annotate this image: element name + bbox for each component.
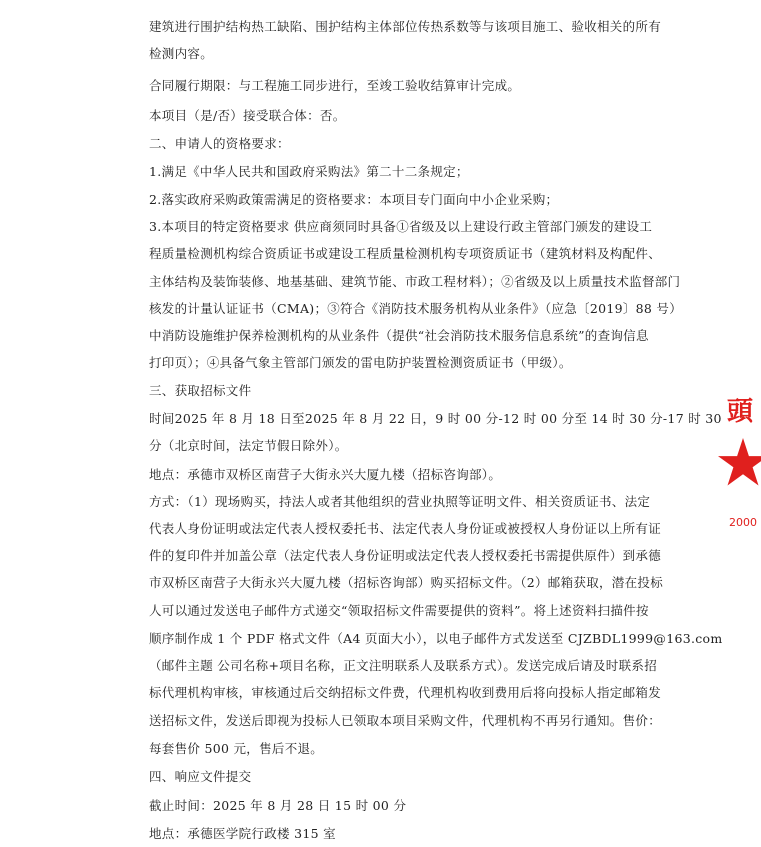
text-line: 本项目（是/否）接受联合体：否。 xyxy=(149,108,346,123)
text-line: 代表人身份证明或法定代表人授权委托书、法定代表人身份证或被授权人身份证以上所有证 xyxy=(149,521,662,536)
text-line: 1.满足《中华人民共和国政府采购法》第二十二条规定； xyxy=(149,164,469,179)
stamp-digits: 2000 xyxy=(729,516,757,529)
text-line: 市双桥区南营子大街永兴大厦九楼（招标咨询部）购买招标文件。（2）邮箱获取，潜在投标 xyxy=(149,575,664,590)
text-line: 分（北京时间，法定节假日除外）。 xyxy=(149,438,348,453)
text-line: 检测内容。 xyxy=(149,46,214,61)
text-line: 中消防设施维护保养检测机构的从业条件（提供“社会消防技术服务信息系统”的查询信息 xyxy=(149,328,649,343)
text-line: 打印页）；④具备气象主管部门颁发的雷电防护装置检测资质证书（甲级）。 xyxy=(149,355,572,370)
text-line: 人可以通过发送电子邮件方式递交“领取招标文件需要提供的资料”。将上述资料扫描件按 xyxy=(149,603,649,618)
section-heading: 四、响应文件提交 xyxy=(149,769,252,784)
stamp-character: 頭 xyxy=(727,397,754,427)
text-line: 主体结构及装饰装修、地基基础、建筑节能、市政工程材料）；②省级及以上质量技术监督部门 xyxy=(149,274,681,289)
text-line: 顺序制作成 1 个 PDF 格式文件（A4 页面大小），以电子邮件方式发送至 CJZBDL1999@163.com xyxy=(149,631,723,646)
text-line: 时间2025 年 8 月 18 日至2025 年 8 月 22 日，9 时 00 分-12 时 00 分至 14 时 30 分-17 时 30 xyxy=(149,411,722,426)
text-line: 送招标文件，发送后即视为投标人已领取本项目采购文件，代理机构不再另行通知。售价： xyxy=(149,713,662,728)
text-line: 标代理机构审核，审核通过后交纳招标文件费，代理机构收到费用后将向投标人指定邮箱发 xyxy=(149,685,662,700)
text-line: 地点：承德医学院行政楼 315 室 xyxy=(149,826,336,841)
text-line: 核发的计量认证证书（CMA)；③符合《消防技术服务机构从业条件》（应急〔2019〕88 号） xyxy=(149,301,683,316)
text-line: 合同履行期限：与工程施工同步进行，至竣工验收结算审计完成。 xyxy=(149,78,521,93)
text-line: （邮件主题 公司名称+项目名称，正文注明联系人及联系方式）。发送完成后请及时联系招 xyxy=(149,658,657,673)
section-heading: 三、获取招标文件 xyxy=(149,383,252,398)
text-line: 程质量检测机构综合资质证书或建设工程质量检测机构专项资质证书（建筑材料及构配件、 xyxy=(149,246,662,261)
star-icon xyxy=(718,438,761,486)
text-line: 2.落实政府采购政策需满足的资格要求：本项目专门面向中小企业采购； xyxy=(149,192,559,207)
text-line: 3.本项目的特定资格要求 供应商须同时具备①省级及以上建设行政主管部门颁发的建设工 xyxy=(149,219,653,234)
text-line: 每套售价 500 元，售后不退。 xyxy=(149,741,324,756)
section-heading: 二、申请人的资格要求： xyxy=(149,136,290,151)
text-line: 方式：（1）现场购买，持法人或者其他组织的营业执照等证明文件、相关资质证书、法定 xyxy=(149,494,651,509)
red-seal-stamp xyxy=(721,388,761,538)
text-line: 建筑进行围护结构热工缺陷、围护结构主体部位传热系数等与该项目施工、验收相关的所有 xyxy=(149,19,662,34)
text-line: 件的复印件并加盖公章（法定代表人身份证明或法定代表人授权委托书需提供原件）到承德 xyxy=(149,548,662,563)
text-line: 截止时间：2025 年 8 月 28 日 15 时 00 分 xyxy=(149,798,407,813)
text-line: 地点：承德市双桥区南营子大街永兴大厦九楼（招标咨询部）。 xyxy=(149,467,502,482)
